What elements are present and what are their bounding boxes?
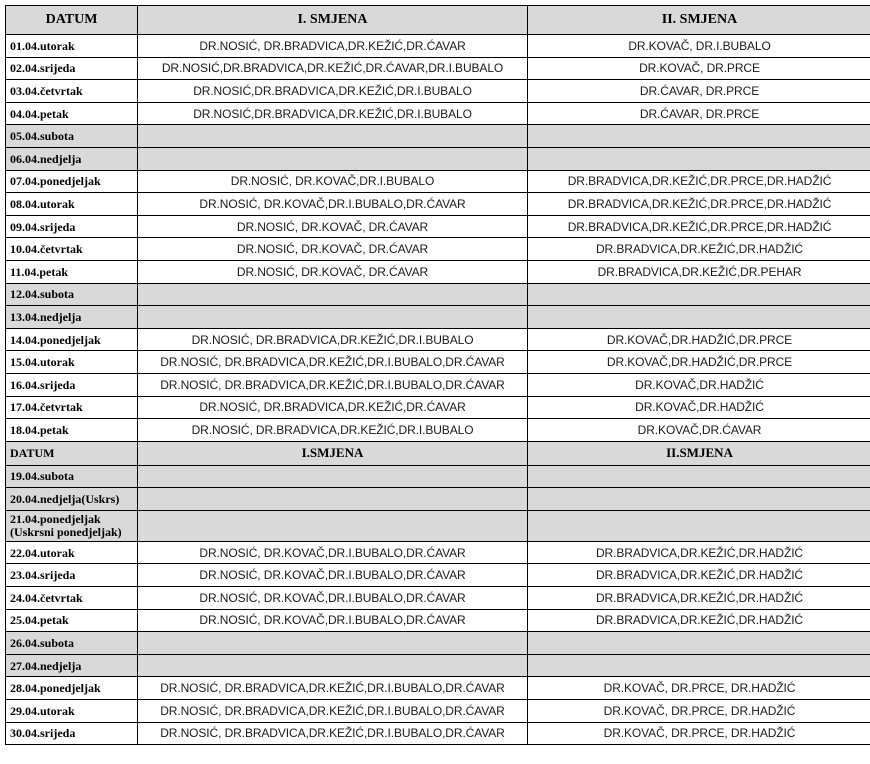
shift-1-cell: DR.NOSIĆ, DR.KOVAČ,DR.I.BUBALO,DR.ĆAVAR	[138, 193, 528, 216]
table-row	[6, 564, 870, 587]
table-row	[6, 215, 870, 238]
table-row	[6, 632, 870, 655]
shift-2-cell: DR.BRADVICA,DR.KEŽIĆ,DR.HADŽIĆ	[528, 541, 870, 564]
date-cell: 03.04.četvrtak	[6, 80, 138, 103]
shift-schedule-table	[5, 5, 870, 745]
table-row	[6, 351, 870, 374]
shift-2-cell	[528, 488, 870, 511]
shift-1-cell: DR.NOSIĆ, DR.BRADVICA,DR.KEŽIĆ,DR.I.BUBALO,DR.ĆAVAR	[138, 373, 528, 396]
shift-2-cell: DR.KOVAČ, DR.PRCE, DR.HADŽIĆ	[528, 722, 870, 745]
shift-1-cell	[138, 125, 528, 148]
header-date: DATUM	[6, 6, 138, 35]
table-row	[6, 193, 870, 216]
date-cell: 20.04.nedjelja(Uskrs)	[6, 488, 138, 511]
shift-2-cell	[528, 147, 870, 170]
table-row	[6, 396, 870, 419]
shift-1-cell: DR.NOSIĆ, DR.BRADVICA,DR.KEŽIĆ,DR.I.BUBALO	[138, 419, 528, 442]
table-row	[6, 238, 870, 261]
table-row	[6, 80, 870, 103]
shift-2-cell: DR.KOVAČ,DR.ĆAVAR	[528, 419, 870, 442]
header2-date: DATUM	[6, 441, 138, 465]
date-cell: 05.04.subota	[6, 125, 138, 148]
shift-2-cell: DR.KOVAČ, DR.PRCE	[528, 57, 870, 80]
date-cell: 29.04.utorak	[6, 700, 138, 723]
shift-1-cell: DR.NOSIĆ, DR.BRADVICA,DR.KEŽIĆ,DR.I.BUBALO,DR.ĆAVAR	[138, 722, 528, 745]
shift-2-cell	[528, 632, 870, 655]
header-row-2	[6, 441, 870, 465]
schedule-body	[6, 6, 870, 745]
date-cell: 25.04.petak	[6, 609, 138, 632]
shift-2-cell: DR.BRADVICA,DR.KEŽIĆ,DR.HADŽIĆ	[528, 609, 870, 632]
shift-1-cell: DR.NOSIĆ, DR.BRADVICA,DR.KEŽIĆ,DR.I.BUBALO,DR.ĆAVAR	[138, 351, 528, 374]
shift-1-cell: DR.NOSIĆ, DR.KOVAČ,DR.I.BUBALO	[138, 170, 528, 193]
shift-1-cell	[138, 465, 528, 488]
shift-1-cell: DR.NOSIĆ,DR.BRADVICA,DR.KEŽIĆ,DR.I.BUBALO	[138, 102, 528, 125]
table-row	[6, 510, 870, 541]
date-cell: 02.04.srijeda	[6, 57, 138, 80]
shift-1-cell: DR.NOSIĆ, DR.BRADVICA,DR.KEŽIĆ,DR.I.BUBALO,DR.ĆAVAR	[138, 700, 528, 723]
shift-1-cell	[138, 654, 528, 677]
shift-1-cell	[138, 283, 528, 306]
table-row	[6, 147, 870, 170]
table-row	[6, 700, 870, 723]
date-cell: 26.04.subota	[6, 632, 138, 655]
shift-1-cell: DR.NOSIĆ, DR.KOVAČ, DR.ĆAVAR	[138, 238, 528, 261]
shift-1-cell: DR.NOSIĆ, DR.BRADVICA,DR.KEŽIĆ,DR.ĆAVAR	[138, 396, 528, 419]
shift-1-cell	[138, 632, 528, 655]
shift-2-cell: DR.ĆAVAR, DR.PRCE	[528, 80, 870, 103]
shift-1-cell: DR.NOSIĆ, DR.KOVAČ,DR.I.BUBALO,DR.ĆAVAR	[138, 609, 528, 632]
table-row	[6, 373, 870, 396]
date-cell: 17.04.četvrtak	[6, 396, 138, 419]
table-row	[6, 306, 870, 329]
header-row	[6, 6, 870, 35]
shift-2-cell	[528, 510, 870, 541]
header-shift-2: II. SMJENA	[528, 6, 870, 35]
table-row	[6, 170, 870, 193]
table-row	[6, 677, 870, 700]
date-cell: 22.04.utorak	[6, 541, 138, 564]
shift-2-cell	[528, 306, 870, 329]
date-cell: 28.04.ponedjeljak	[6, 677, 138, 700]
shift-2-cell	[528, 465, 870, 488]
shift-2-cell	[528, 283, 870, 306]
date-cell: 11.04.petak	[6, 260, 138, 283]
date-cell: 14.04.ponedjeljak	[6, 328, 138, 351]
shift-2-cell: DR.BRADVICA,DR.KEŽIĆ,DR.PRCE,DR.HADŽIĆ	[528, 170, 870, 193]
shift-1-cell: DR.NOSIĆ, DR.KOVAČ,DR.I.BUBALO,DR.ĆAVAR	[138, 587, 528, 610]
shift-2-cell: DR.ĆAVAR, DR.PRCE	[528, 102, 870, 125]
shift-2-cell: DR.BRADVICA,DR.KEŽIĆ,DR.HADŽIĆ	[528, 587, 870, 610]
date-cell: 10.04.četvrtak	[6, 238, 138, 261]
date-cell: 07.04.ponedjeljak	[6, 170, 138, 193]
date-cell: 08.04.utorak	[6, 193, 138, 216]
shift-1-cell	[138, 306, 528, 329]
header2-shift-1: I.SMJENA	[138, 441, 528, 465]
header-shift-1: I. SMJENA	[138, 6, 528, 35]
shift-1-cell	[138, 510, 528, 541]
table-row	[6, 722, 870, 745]
date-cell: 19.04.subota	[6, 465, 138, 488]
shift-2-cell	[528, 125, 870, 148]
table-row	[6, 125, 870, 148]
shift-2-cell: DR.KOVAČ, DR.PRCE, DR.HADŽIĆ	[528, 700, 870, 723]
table-row	[6, 609, 870, 632]
table-row	[6, 283, 870, 306]
table-row	[6, 541, 870, 564]
table-row	[6, 654, 870, 677]
date-cell: 01.04.utorak	[6, 35, 138, 58]
shift-2-cell: DR.KOVAČ,DR.HADŽIĆ,DR.PRCE	[528, 328, 870, 351]
date-cell: 23.04.srijeda	[6, 564, 138, 587]
shift-2-cell: DR.BRADVICA,DR.KEŽIĆ,DR.PRCE,DR.HADŽIĆ	[528, 193, 870, 216]
table-row	[6, 465, 870, 488]
shift-1-cell	[138, 147, 528, 170]
shift-1-cell: DR.NOSIĆ, DR.KOVAČ, DR.ĆAVAR	[138, 260, 528, 283]
date-cell: 15.04.utorak	[6, 351, 138, 374]
shift-2-cell: DR.KOVAČ, DR.I.BUBALO	[528, 35, 870, 58]
header2-shift-2: II.SMJENA	[528, 441, 870, 465]
shift-1-cell: DR.NOSIĆ, DR.BRADVICA,DR.KEŽIĆ,DR.ĆAVAR	[138, 35, 528, 58]
shift-2-cell: DR.BRADVICA,DR.KEŽIĆ,DR.HADŽIĆ	[528, 238, 870, 261]
date-cell: 18.04.petak	[6, 419, 138, 442]
table-row	[6, 328, 870, 351]
shift-2-cell	[528, 654, 870, 677]
shift-2-cell: DR.KOVAČ,DR.HADŽIĆ,DR.PRCE	[528, 351, 870, 374]
shift-1-cell: DR.NOSIĆ, DR.KOVAČ, DR.ĆAVAR	[138, 215, 528, 238]
shift-2-cell: DR.KOVAČ,DR.HADŽIĆ	[528, 373, 870, 396]
date-cell: 16.04.srijeda	[6, 373, 138, 396]
shift-2-cell: DR.BRADVICA,DR.KEŽIĆ,DR.HADŽIĆ	[528, 564, 870, 587]
shift-1-cell: DR.NOSIĆ, DR.BRADVICA,DR.KEŽIĆ,DR.I.BUBALO,DR.ĆAVAR	[138, 677, 528, 700]
shift-2-cell: DR.BRADVICA,DR.KEŽIĆ,DR.PRCE,DR.HADŽIĆ	[528, 215, 870, 238]
date-cell: 04.04.petak	[6, 102, 138, 125]
table-row	[6, 57, 870, 80]
table-row	[6, 419, 870, 442]
shift-1-cell: DR.NOSIĆ,DR.BRADVICA,DR.KEŽIĆ,DR.I.BUBALO	[138, 80, 528, 103]
shift-1-cell: DR.NOSIĆ, DR.KOVAČ,DR.I.BUBALO,DR.ĆAVAR	[138, 564, 528, 587]
date-cell: 09.04.srijeda	[6, 215, 138, 238]
shift-2-cell: DR.KOVAČ,DR.HADŽIĆ	[528, 396, 870, 419]
date-cell: 30.04.srijeda	[6, 722, 138, 745]
shift-2-cell: DR.BRADVICA,DR.KEŽIĆ,DR.PEHAR	[528, 260, 870, 283]
table-row	[6, 102, 870, 125]
date-cell: 21.04.ponedjeljak (Uskrsni ponedjeljak)	[6, 510, 138, 541]
date-cell: 27.04.nedjelja	[6, 654, 138, 677]
shift-1-cell	[138, 488, 528, 511]
date-cell: 24.04.četvrtak	[6, 587, 138, 610]
shift-1-cell: DR.NOSIĆ, DR.BRADVICA,DR.KEŽIĆ,DR.I.BUBALO	[138, 328, 528, 351]
table-row	[6, 488, 870, 511]
table-row	[6, 35, 870, 58]
shift-2-cell: DR.KOVAČ, DR.PRCE, DR.HADŽIĆ	[528, 677, 870, 700]
shift-1-cell: DR.NOSIĆ, DR.KOVAČ,DR.I.BUBALO,DR.ĆAVAR	[138, 541, 528, 564]
date-cell: 13.04.nedjelja	[6, 306, 138, 329]
date-cell: 12.04.subota	[6, 283, 138, 306]
table-row	[6, 587, 870, 610]
date-cell: 06.04.nedjelja	[6, 147, 138, 170]
shift-1-cell: DR.NOSIĆ,DR.BRADVICA,DR.KEŽIĆ,DR.ĆAVAR,DR.I.BUBALO	[138, 57, 528, 80]
table-row	[6, 260, 870, 283]
